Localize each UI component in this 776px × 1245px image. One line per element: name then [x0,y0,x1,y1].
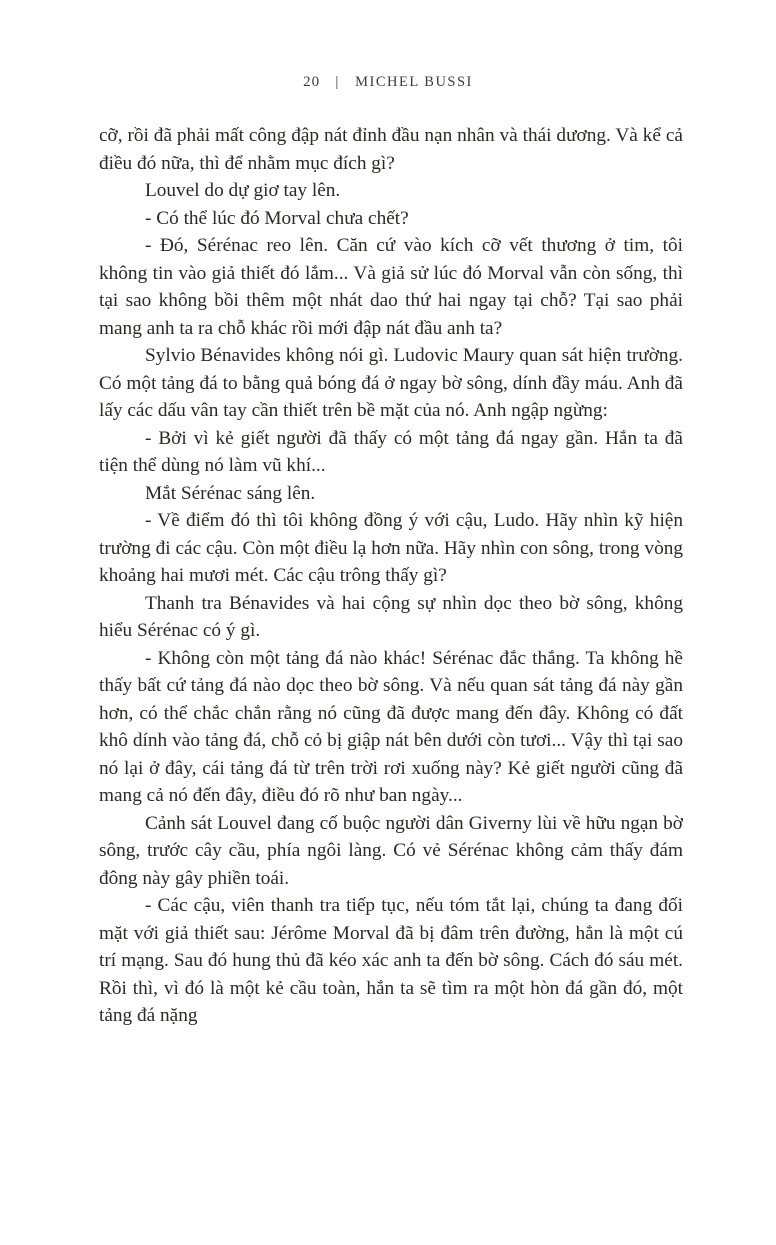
paragraph: Mắt Sérénac sáng lên. [145,482,316,504]
book-title: MICHEL BUSSI [355,74,473,90]
paragraph: Louvel do dự giơ tay lên. [145,180,341,201]
page-body [99,122,683,1030]
paragraph: - Có thể lúc đó Morval chưa chết? [145,207,409,229]
paragraph: - Không còn một tảng đá nào khác! Sérénac đắc thắng. Ta không hề thấy bất cứ tảng đá nào dọc theo bờ sông. Và nếu quan sát tảng đá này gần hơn, có thể chắc chắn rằng nó cũng đã được mang đến đây. Không có đất khô dính vào tảng đá, chỗ cỏ bị giập nát bên dưới còn tươi... Vậy thì tại sao nó lại ở đây, cái tảng đá từ trên trời rơi xuống này? Kẻ giết người cũng đã mang cả nó đến đây, điều đó rõ như ban ngày... [99,647,683,806]
running-header [0,0,776,91]
paragraph: Thanh tra Bénavides và hai cộng sự nhìn dọc theo bờ sông, không hiểu Sérénac có ý gì. [99,592,683,641]
paragraph: - Bởi vì kẻ giết người đã thấy có một tảng đá ngay gần. Hắn ta đã tiện thể dùng nó làm vũ khí... [99,427,683,476]
paragraph: Cảnh sát Louvel đang cố buộc người dân Giverny lùi về hữu ngạn bờ sông, trước cây cầu, phía ngôi làng. Có vẻ Sérénac không cảm thấy đám đông này gây phiền toái. [99,812,683,889]
page-number: 20 [303,74,321,90]
paragraph: cỡ, rồi đã phải mất công đập nát đỉnh đầu nạn nhân và thái dương. Và kể cả điều đó nữa, thì để nhằm mục đích gì? [99,125,683,174]
paragraph: - Các cậu, viên thanh tra tiếp tục, nếu tóm tắt lại, chúng ta đang đối mặt với giả thiết sau: Jérôme Morval đã bị đâm trên đường, hẳn là một cú trí mạng. Sau đó hung thủ đã kéo xác anh ta đến bờ sông. Cách đó sáu mét. Rồi thì, vì đó là một kẻ cầu toàn, hắn ta sẽ tìm ra một hòn đá gần đó, một tảng đá nặng [99,895,683,1026]
paragraph: - Về điểm đó thì tôi không đồng ý với cậu, Ludo. Hãy nhìn kỹ hiện trường đi các cậu. Còn một điều lạ hơn nữa. Hãy nhìn con sông, trong vòng khoảng hai mươi mét. Các cậu trông thấy gì? [99,510,683,586]
paragraph: Sylvio Bénavides không nói gì. Ludovic Maury quan sát hiện trường. Có một tảng đá to bằng quả bóng đá ở ngay bờ sông, dính đầy máu. Anh đã lấy các dấu vân tay cần thiết trên bề mặt của nó. Anh ngập ngừng: [99,345,683,421]
paragraph: - Đó, Sérénac reo lên. Căn cứ vào kích cỡ vết thương ở tim, tôi không tin vào giả thiết đó lắm... Và giả sử lúc đó Morval vẫn còn sống, thì tại sao không bồi thêm một nhát dao thứ hai ngay tại chỗ? Tại sao phải mang anh ta ra chỗ khác rồi mới đập nát đầu anh ta? [99,235,683,339]
header-separator: | [335,74,340,90]
